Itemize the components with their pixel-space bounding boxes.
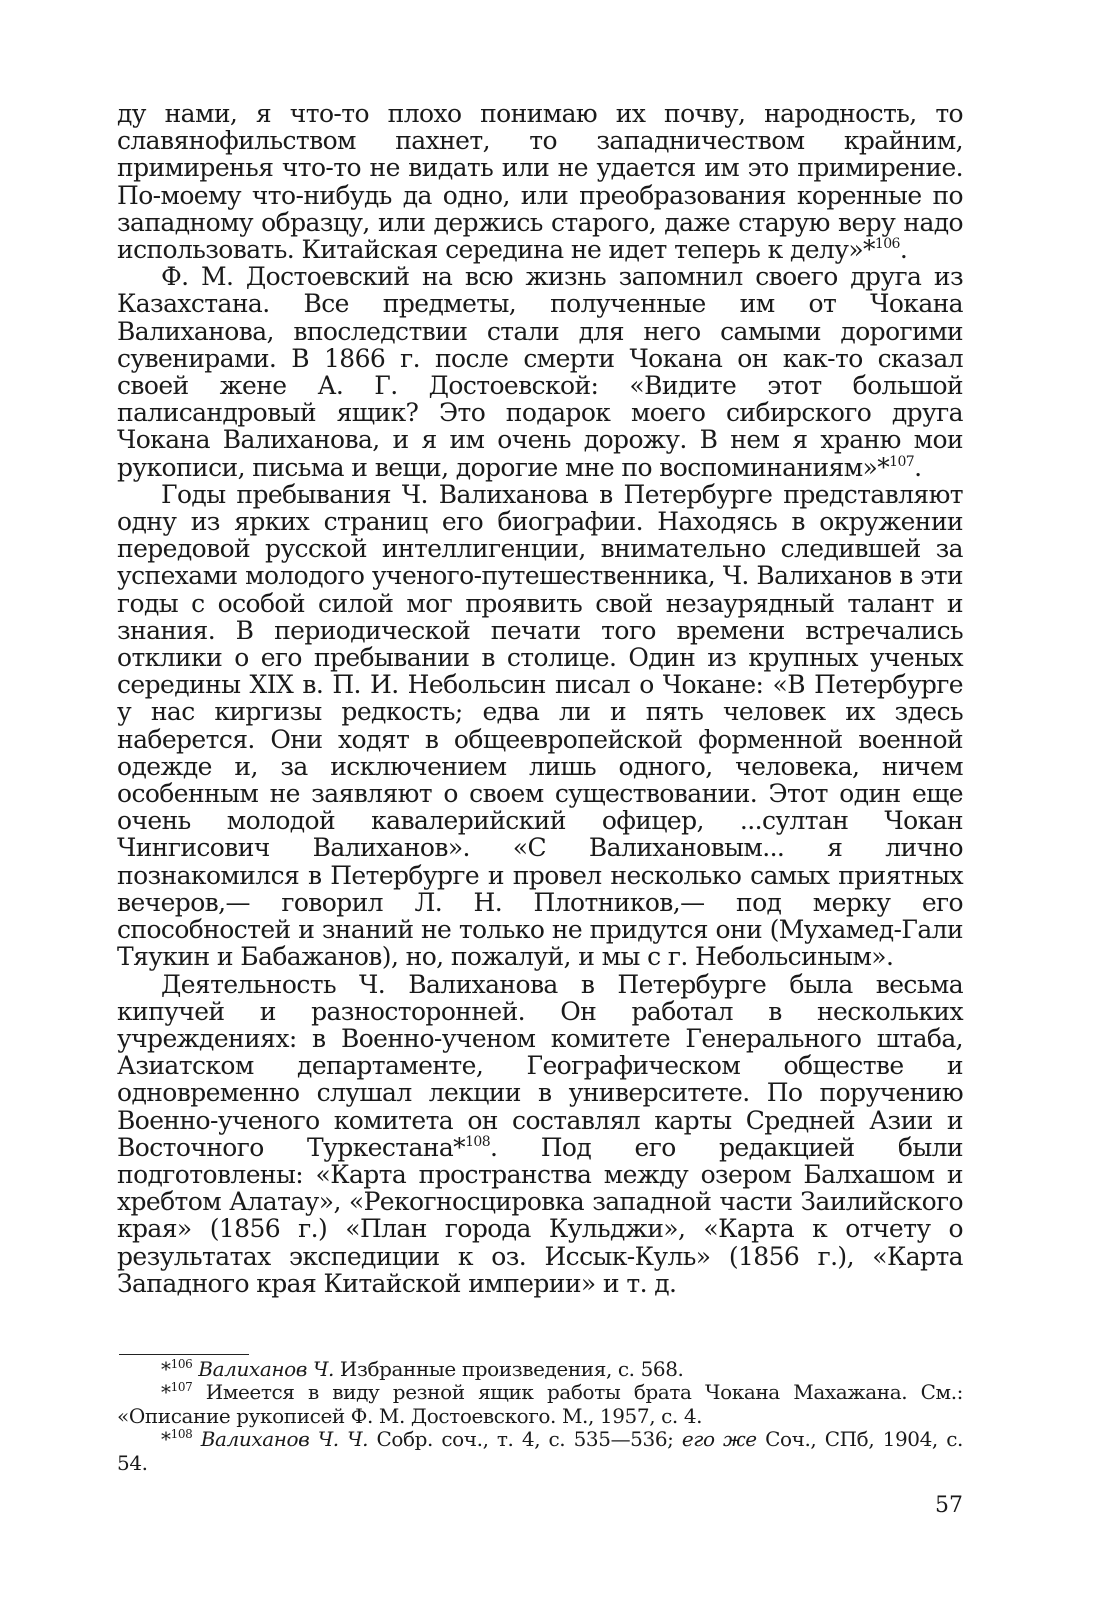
paragraph-1-text: ду нами, я что-то плохо понимаю их почву, народность, то славянофильством пахнет, то западничеством крайним, примиренья что-то не видать или не удается им это примирение. По-моему что-нибудь да одно, или преобразования коренные по западному образцу, или держись старого, даже старую веру надо использовать. Китайская середина не идет теперь к делу»* [117, 99, 963, 265]
footnote-mark: * [161, 1380, 171, 1405]
footnote-text: Собр. соч., т. 4, с. 535—536; [368, 1427, 682, 1452]
paragraph-3: Годы пребывания Ч. Валиханова в Петербурге представляют одну из ярких страниц его биографии. Находясь в окружении передовой русской интеллигенции, внимательно следившей за успехами молодого ученого-путешественника, Ч. Валиханов в эти годы с особой силой мог проявить свой незаурядный талант и знания. В периодической печати того времени встречались отклики о его пребывании в столице. Один из крупных ученых середины XIX в. П. И. Небольсин писал о Чокане: «В Петербурге у нас киргизы редкость; едва ли и пять человек их здесь наберется. Они ходят в общеевропейской форменной военной одежде и, за исключением лишь одного, человека, ничем особенным не заявляют о своем существовании. Этот один еще очень молодой кавалерийский офицер, ...султан Чокан Чингисович Валиханов». «С Валихановым... я лично познакомился в Петербурге и провел несколько самых приятных вечеров,— говорил Л. Н. Плотников,— под мерку его способностей и знаний не только не придутся они (Мухамед-Гали Тяукин и Бабажанов), но, пожалуй, и мы с г. Небольсиным». [117, 479, 963, 972]
footnote-text: Имеется в виду резной ящик работы брата Чокана Махажана. См.: «Описание рукописей Ф. М. Достоевского. М., 1957, с. 4. [117, 1380, 963, 1428]
paragraph-4-text-a: Деятельность Ч. Валиханова в Петербурге была весьма кипучей и разносторонней. Он работал в нескольких учреждениях: в Военно-ученом комитете Генерального штаба, Азиатском департаменте, Географическом обществе и одновременно слушал лекции в университете. По поручению Военно-ученого комитета он составлял карты Средней Азии и Восточного Туркестана* [117, 969, 963, 1162]
footnote-ref-108: 108 [465, 1133, 490, 1150]
paragraph-2-text: Ф. М. Достоевский на всю жизнь запомнил своего друга из Казахстана. Все предметы, полученные им от Чокана Валиханова, впоследствии стали для него самыми дорогими сувенирами. В 1866 г. после смерти Чокана он как-то сказал своей жене А. Г. Достоевской: «Видите этот большой палисандровый ящик? Это подарок моего сибирского друга Чокана Валиханова, и я им очень дорожу. В нем я храню мои рукописи, письма и вещи, дорогие мне по воспоминаниям»* [117, 262, 963, 482]
paragraph-4-text-b: . Под его редакцией были подготовлены: «Карта пространства между озером Балхашом и хребтом Алатау», «Рекогносцировка западной части Заилийского края» (1856 г.) «План города Кульджи», «Карта к отчету о результатах экспедиции к оз. Иссык-Куль» (1856 г.), «Карта Западного края Китайской империи» и т. д. [117, 1132, 963, 1298]
footnote-ref-107: 107 [889, 453, 915, 470]
paragraph-1-end: . [899, 235, 908, 265]
footnotes [117, 1358, 963, 1475]
footnote-108 [117, 1428, 963, 1475]
footnote-number: 107 [170, 1380, 193, 1395]
paragraph-4 [117, 971, 963, 1297]
footnote-number: 106 [170, 1357, 193, 1371]
footnote-mark: * [161, 1357, 171, 1381]
page-number: 57 [935, 1493, 963, 1518]
footnote-text: Избранные произведения, с. 568. [333, 1357, 684, 1381]
footnote-ref-106: 106 [874, 236, 900, 253]
footnote-ejusdem: его же [681, 1427, 757, 1452]
footnote-106 [117, 1358, 963, 1381]
footnote-divider [119, 1354, 249, 1355]
footnote-author: Валиханов Ч. [198, 1357, 334, 1381]
footnote-number: 108 [170, 1427, 193, 1442]
paragraph-1 [117, 100, 963, 263]
main-text [117, 100, 963, 1297]
footnote-text: Соч., СПб, 1904, с. 54. [117, 1427, 963, 1475]
footnote-107 [117, 1381, 963, 1428]
paragraph-2 [117, 263, 963, 481]
footnote-mark: * [161, 1427, 171, 1452]
paragraph-2-end: . [914, 452, 922, 482]
footnote-author: Валиханов Ч. Ч. [200, 1427, 369, 1452]
